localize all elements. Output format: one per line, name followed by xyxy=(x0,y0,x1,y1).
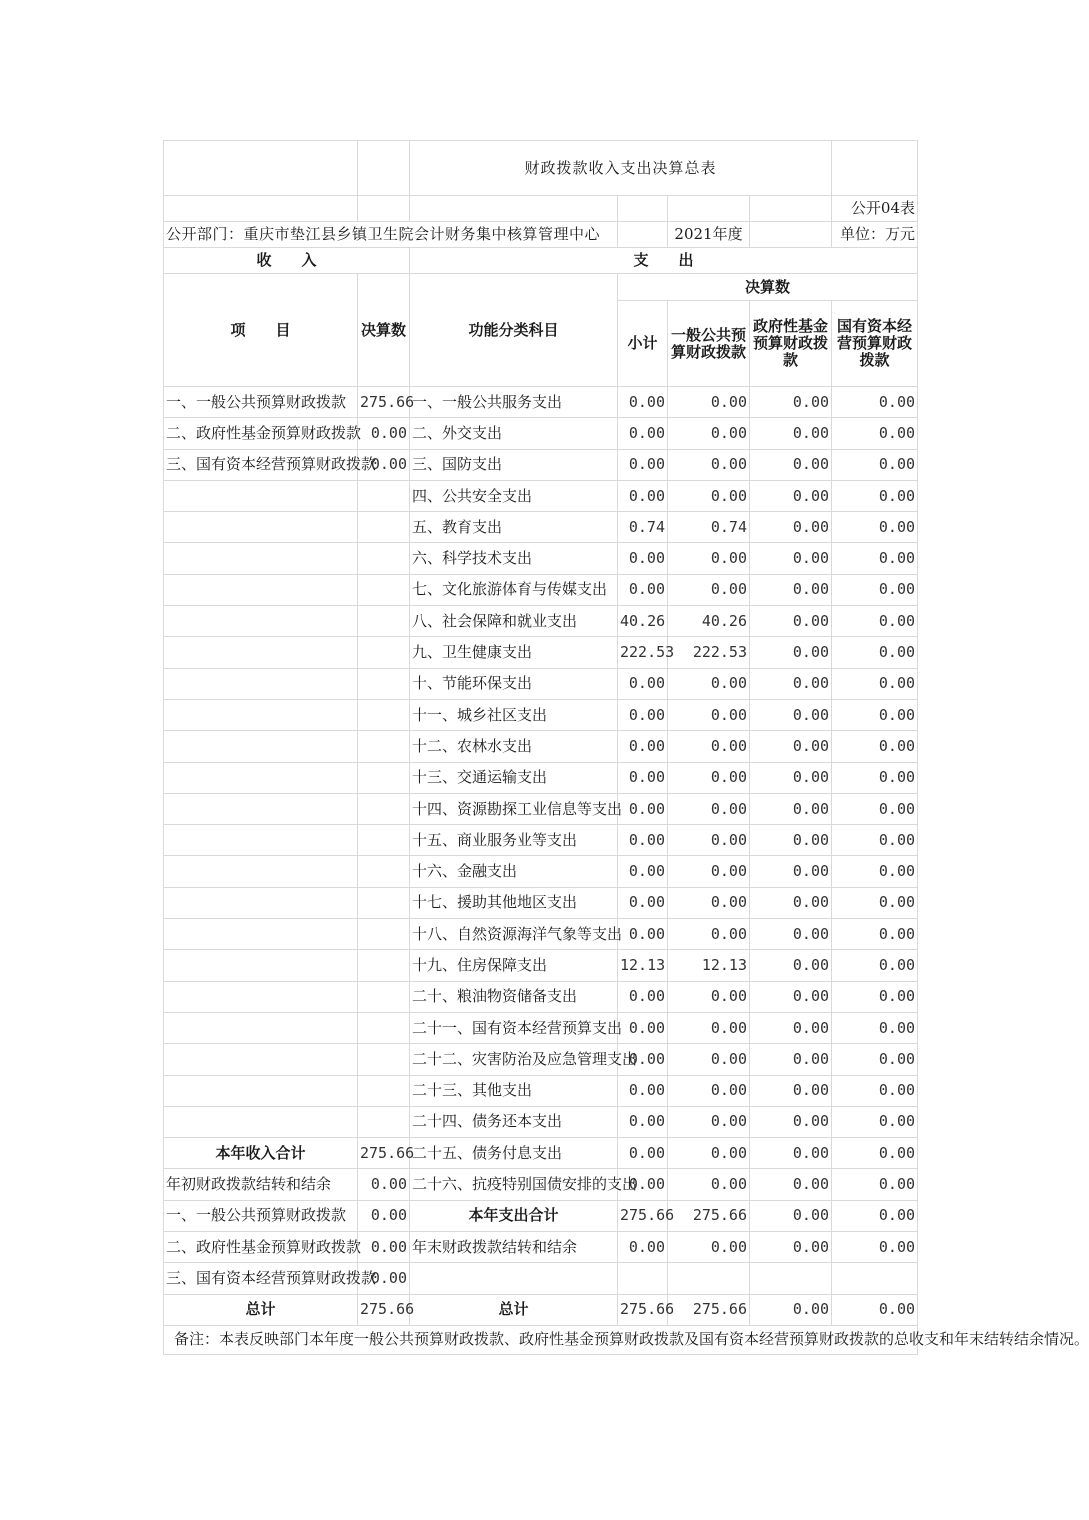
unit-label: 单位：万元 xyxy=(832,222,918,248)
general-budget-cell: 0.00 xyxy=(668,1106,750,1137)
income-amount-cell: 275.66 xyxy=(358,387,410,418)
income-item-cell xyxy=(164,856,358,887)
subtotal-cell: 0.00 xyxy=(618,1012,668,1043)
general-budget-cell: 0.00 xyxy=(668,919,750,950)
state-capital-cell: 0.00 xyxy=(832,731,918,762)
state-capital-cell: 0.00 xyxy=(832,480,918,511)
table-row xyxy=(164,512,918,543)
table-row xyxy=(164,981,918,1012)
expense-item-cell: 十六、金融支出 xyxy=(410,856,618,887)
gov-fund-cell: 0.00 xyxy=(750,825,832,856)
gov-fund-cell: 0.00 xyxy=(750,887,832,918)
income-amount-cell xyxy=(358,512,410,543)
table-row xyxy=(164,856,918,887)
subtotal-cell: 0.00 xyxy=(618,856,668,887)
income-item-cell xyxy=(164,1106,358,1137)
subtotal-cell: 0.00 xyxy=(618,793,668,824)
income-item-cell xyxy=(164,1012,358,1043)
subtotal-cell: 0.00 xyxy=(618,1138,668,1169)
income-amount-cell xyxy=(358,1106,410,1137)
expense-item-cell: 十九、住房保障支出 xyxy=(410,950,618,981)
general-budget-cell: 0.00 xyxy=(668,825,750,856)
state-capital-cell: 0.00 xyxy=(832,1012,918,1043)
income-amount-cell: 0.00 xyxy=(358,1200,410,1231)
gov-fund-cell: 0.00 xyxy=(750,699,832,730)
income-item-cell xyxy=(164,731,358,762)
table-row xyxy=(164,887,918,918)
expense-item-cell: 二十四、债务还本支出 xyxy=(410,1106,618,1137)
gov-fund-cell: 0.00 xyxy=(750,793,832,824)
table-row xyxy=(164,543,918,574)
income-item-cell xyxy=(164,699,358,730)
income-item-cell xyxy=(164,637,358,668)
expense-item-cell: 十七、援助其他地区支出 xyxy=(410,887,618,918)
table-code: 公开04表 xyxy=(832,196,918,222)
gov-fund-cell: 0.00 xyxy=(750,981,832,1012)
state-capital-cell: 0.00 xyxy=(832,1232,918,1263)
state-capital-cell: 0.00 xyxy=(832,1075,918,1106)
general-budget-cell: 222.53 xyxy=(668,637,750,668)
state-capital-cell: 0.00 xyxy=(832,950,918,981)
subtotal-cell: 0.00 xyxy=(618,981,668,1012)
code-row xyxy=(164,196,918,222)
amount-header: 决算数 xyxy=(358,274,410,387)
subtotal-cell: 0.00 xyxy=(618,387,668,418)
general-budget-cell: 0.00 xyxy=(668,1232,750,1263)
table-row xyxy=(164,1106,918,1137)
income-item-cell xyxy=(164,981,358,1012)
state-capital-cell: 0.00 xyxy=(832,1200,918,1231)
table-row xyxy=(164,668,918,699)
state-capital-cell: 0.00 xyxy=(832,1106,918,1137)
gov-fund-cell: 0.00 xyxy=(750,1106,832,1137)
income-amount-cell: 0.00 xyxy=(358,418,410,449)
budget-table xyxy=(163,140,1089,1355)
general-budget-cell xyxy=(668,1263,750,1294)
general-budget-cell: 0.00 xyxy=(668,543,750,574)
income-amount-cell xyxy=(358,480,410,511)
expense-item-cell: 十、节能环保支出 xyxy=(410,668,618,699)
gov-fund-cell: 0.00 xyxy=(750,856,832,887)
income-amount-cell: 275.66 xyxy=(358,1138,410,1169)
department-label: 公开部门：重庆市垫江县乡镇卫生院会计财务集中核算管理中心 xyxy=(164,222,618,248)
expense-item-cell: 年末财政拨款结转和结余 xyxy=(410,1232,618,1263)
gov-fund-cell: 0.00 xyxy=(750,512,832,543)
expense-item-cell: 十三、交通运输支出 xyxy=(410,762,618,793)
income-amount-cell: 0.00 xyxy=(358,1169,410,1200)
state-capital-cell: 0.00 xyxy=(832,856,918,887)
table-row xyxy=(164,387,918,418)
subtotal-cell: 0.00 xyxy=(618,699,668,730)
gov-fund-cell: 0.00 xyxy=(750,480,832,511)
state-capital-cell: 0.00 xyxy=(832,637,918,668)
general-budget-cell: 0.00 xyxy=(668,793,750,824)
income-item-cell xyxy=(164,762,358,793)
general-budget-cell: 0.00 xyxy=(668,731,750,762)
expense-item-cell: 十一、城乡社区支出 xyxy=(410,699,618,730)
subtotal-cell: 0.00 xyxy=(618,574,668,605)
table-row xyxy=(164,1294,918,1325)
general-budget-cell: 0.00 xyxy=(668,1012,750,1043)
amount-group-header: 决算数 xyxy=(618,274,918,301)
subtotal-cell: 0.00 xyxy=(618,919,668,950)
general-budget-cell: 0.00 xyxy=(668,1138,750,1169)
income-item-cell xyxy=(164,919,358,950)
subtotal-cell xyxy=(618,1263,668,1294)
gov-fund-cell: 0.00 xyxy=(750,1294,832,1325)
state-capital-cell: 0.00 xyxy=(832,668,918,699)
income-item-cell: 一、一般公共预算财政拨款 xyxy=(164,1200,358,1231)
income-amount-cell xyxy=(358,1044,410,1075)
state-capital-cell: 0.00 xyxy=(832,449,918,480)
table-row xyxy=(164,418,918,449)
state-capital-cell xyxy=(832,1263,918,1294)
general-budget-cell: 40.26 xyxy=(668,606,750,637)
state-capital-cell: 0.00 xyxy=(832,1294,918,1325)
state-capital-cell: 0.00 xyxy=(832,793,918,824)
gov-fund-cell: 0.00 xyxy=(750,387,832,418)
state-capital-cell: 0.00 xyxy=(832,387,918,418)
item-header: 项 目 xyxy=(164,274,358,387)
income-item-cell xyxy=(164,793,358,824)
income-amount-cell xyxy=(358,919,410,950)
func-category-header: 功能分类科目 xyxy=(410,274,618,387)
general-budget-cell: 0.00 xyxy=(668,1075,750,1106)
general-budget-cell: 275.66 xyxy=(668,1200,750,1231)
state-capital-cell: 0.00 xyxy=(832,1044,918,1075)
subtotal-cell: 0.00 xyxy=(618,731,668,762)
gov-fund-header: 政府性基金预算财政拨款 xyxy=(750,301,832,387)
table-row xyxy=(164,1012,918,1043)
column-header-row-1 xyxy=(164,274,918,301)
table-row xyxy=(164,637,918,668)
income-header: 收 入 xyxy=(164,248,410,274)
income-amount-cell: 0.00 xyxy=(358,1232,410,1263)
state-capital-cell: 0.00 xyxy=(832,543,918,574)
general-budget-cell: 0.00 xyxy=(668,449,750,480)
gov-fund-cell: 0.00 xyxy=(750,1012,832,1043)
expense-item-cell: 十八、自然资源海洋气象等支出 xyxy=(410,919,618,950)
state-capital-cell: 0.00 xyxy=(832,1138,918,1169)
expense-item-cell: 二十六、抗疫特别国债安排的支出 xyxy=(410,1169,618,1200)
expense-item-cell: 五、教育支出 xyxy=(410,512,618,543)
general-budget-cell: 0.00 xyxy=(668,887,750,918)
subtotal-cell: 222.53 xyxy=(618,637,668,668)
state-capital-header: 国有资本经营预算财政拨款 xyxy=(832,301,918,387)
subtotal-cell: 0.00 xyxy=(618,668,668,699)
expense-item-cell: 四、公共安全支出 xyxy=(410,480,618,511)
page-title: 财政拨款收入支出决算总表 xyxy=(410,141,832,196)
expense-item-cell: 本年支出合计 xyxy=(410,1200,618,1231)
expense-item-cell: 八、社会保障和就业支出 xyxy=(410,606,618,637)
table-row xyxy=(164,762,918,793)
income-item-cell: 三、国有资本经营预算财政拨款 xyxy=(164,449,358,480)
state-capital-cell: 0.00 xyxy=(832,887,918,918)
expense-item-cell: 九、卫生健康支出 xyxy=(410,637,618,668)
general-budget-cell: 275.66 xyxy=(668,1294,750,1325)
gov-fund-cell: 0.00 xyxy=(750,543,832,574)
general-budget-cell: 0.00 xyxy=(668,856,750,887)
table-row xyxy=(164,606,918,637)
table-row xyxy=(164,449,918,480)
gov-fund-cell: 0.00 xyxy=(750,668,832,699)
subtotal-cell: 0.00 xyxy=(618,825,668,856)
income-item-cell xyxy=(164,887,358,918)
gov-fund-cell: 0.00 xyxy=(750,418,832,449)
income-item-cell xyxy=(164,1044,358,1075)
expense-item-cell: 三、国防支出 xyxy=(410,449,618,480)
section-header-row xyxy=(164,248,918,274)
expense-item-cell: 二十三、其他支出 xyxy=(410,1075,618,1106)
gov-fund-cell: 0.00 xyxy=(750,762,832,793)
expense-item-cell: 总计 xyxy=(410,1294,618,1325)
income-amount-cell xyxy=(358,825,410,856)
income-amount-cell: 0.00 xyxy=(358,1263,410,1294)
income-amount-cell xyxy=(358,1012,410,1043)
gov-fund-cell: 0.00 xyxy=(750,606,832,637)
general-budget-cell: 0.00 xyxy=(668,418,750,449)
income-item-cell: 年初财政拨款结转和结余 xyxy=(164,1169,358,1200)
income-amount-cell xyxy=(358,887,410,918)
subtotal-cell: 0.00 xyxy=(618,543,668,574)
table-row xyxy=(164,1169,918,1200)
subtotal-cell: 40.26 xyxy=(618,606,668,637)
income-item-cell xyxy=(164,606,358,637)
income-amount-cell xyxy=(358,668,410,699)
income-item-cell: 总计 xyxy=(164,1294,358,1325)
subtotal-cell: 0.00 xyxy=(618,1232,668,1263)
subtotal-cell: 0.00 xyxy=(618,418,668,449)
general-budget-header: 一般公共预算财政拨款 xyxy=(668,301,750,387)
income-amount-cell xyxy=(358,699,410,730)
table-row xyxy=(164,1200,918,1231)
general-budget-cell: 0.74 xyxy=(668,512,750,543)
state-capital-cell: 0.00 xyxy=(832,512,918,543)
expense-item-cell: 十二、农林水支出 xyxy=(410,731,618,762)
income-item-cell xyxy=(164,543,358,574)
state-capital-cell: 0.00 xyxy=(832,825,918,856)
subtotal-cell: 0.74 xyxy=(618,512,668,543)
general-budget-cell: 0.00 xyxy=(668,1044,750,1075)
table-row xyxy=(164,480,918,511)
income-item-cell xyxy=(164,1075,358,1106)
general-budget-cell: 0.00 xyxy=(668,574,750,605)
expense-item-cell: 十四、资源勘探工业信息等支出 xyxy=(410,793,618,824)
title-row xyxy=(164,141,918,196)
table-row xyxy=(164,919,918,950)
table-row xyxy=(164,574,918,605)
gov-fund-cell: 0.00 xyxy=(750,1138,832,1169)
table-row xyxy=(164,1263,918,1294)
expense-item-cell: 二十、粮油物资储备支出 xyxy=(410,981,618,1012)
income-amount-cell xyxy=(358,981,410,1012)
income-item-cell xyxy=(164,668,358,699)
general-budget-cell: 0.00 xyxy=(668,480,750,511)
income-item-cell xyxy=(164,574,358,605)
income-amount-cell xyxy=(358,856,410,887)
gov-fund-cell: 0.00 xyxy=(750,919,832,950)
subtotal-cell: 275.66 xyxy=(618,1294,668,1325)
gov-fund-cell: 0.00 xyxy=(750,1200,832,1231)
expense-item-cell: 六、科学技术支出 xyxy=(410,543,618,574)
income-item-cell: 二、政府性基金预算财政拨款 xyxy=(164,1232,358,1263)
expense-item-cell: 二十二、灾害防治及应急管理支出 xyxy=(410,1044,618,1075)
gov-fund-cell: 0.00 xyxy=(750,950,832,981)
expense-item-cell xyxy=(410,1263,618,1294)
gov-fund-cell: 0.00 xyxy=(750,574,832,605)
subtotal-cell: 0.00 xyxy=(618,762,668,793)
income-item-cell xyxy=(164,480,358,511)
table-row xyxy=(164,1044,918,1075)
income-item-cell: 本年收入合计 xyxy=(164,1138,358,1169)
state-capital-cell: 0.00 xyxy=(832,699,918,730)
gov-fund-cell: 0.00 xyxy=(750,637,832,668)
expense-item-cell: 七、文化旅游体育与传媒支出 xyxy=(410,574,618,605)
subtotal-cell: 0.00 xyxy=(618,1044,668,1075)
general-budget-cell: 12.13 xyxy=(668,950,750,981)
general-budget-cell: 0.00 xyxy=(668,387,750,418)
expense-item-cell: 二十五、债务付息支出 xyxy=(410,1138,618,1169)
gov-fund-cell: 0.00 xyxy=(750,1169,832,1200)
income-amount-cell xyxy=(358,950,410,981)
table-row xyxy=(164,1138,918,1169)
general-budget-cell: 0.00 xyxy=(668,699,750,730)
gov-fund-cell: 0.00 xyxy=(750,1044,832,1075)
state-capital-cell: 0.00 xyxy=(832,1169,918,1200)
report-sheet xyxy=(163,140,1089,1355)
subtotal-cell: 0.00 xyxy=(618,480,668,511)
table-row xyxy=(164,699,918,730)
expense-item-cell: 二十一、国有资本经营预算支出 xyxy=(410,1012,618,1043)
income-item-cell: 一、一般公共预算财政拨款 xyxy=(164,387,358,418)
general-budget-cell: 0.00 xyxy=(668,762,750,793)
subtotal-cell: 0.00 xyxy=(618,449,668,480)
gov-fund-cell xyxy=(750,1263,832,1294)
income-item-cell xyxy=(164,825,358,856)
gov-fund-cell: 0.00 xyxy=(750,731,832,762)
state-capital-cell: 0.00 xyxy=(832,919,918,950)
note-text: 备注：本表反映部门本年度一般公共预算财政拨款、政府性基金预算财政拨款及国有资本经营预算财政拨款的总收支和年末结转结余情况。 xyxy=(164,1325,918,1354)
data-rows xyxy=(164,387,918,1326)
income-item-cell: 三、国有资本经营预算财政拨款 xyxy=(164,1263,358,1294)
income-amount-cell xyxy=(358,574,410,605)
table-row xyxy=(164,793,918,824)
expense-item-cell: 二、外交支出 xyxy=(410,418,618,449)
state-capital-cell: 0.00 xyxy=(832,606,918,637)
state-capital-cell: 0.00 xyxy=(832,418,918,449)
general-budget-cell: 0.00 xyxy=(668,668,750,699)
subtotal-cell: 12.13 xyxy=(618,950,668,981)
income-amount-cell: 275.66 xyxy=(358,1294,410,1325)
gov-fund-cell: 0.00 xyxy=(750,1232,832,1263)
general-budget-cell: 0.00 xyxy=(668,1169,750,1200)
income-amount-cell xyxy=(358,543,410,574)
table-row xyxy=(164,1232,918,1263)
expense-header: 支 出 xyxy=(410,248,918,274)
income-item-cell xyxy=(164,950,358,981)
subtotal-cell: 0.00 xyxy=(618,1106,668,1137)
state-capital-cell: 0.00 xyxy=(832,574,918,605)
income-item-cell: 二、政府性基金预算财政拨款 xyxy=(164,418,358,449)
income-amount-cell: 0.00 xyxy=(358,449,410,480)
income-amount-cell xyxy=(358,1075,410,1106)
subtotal-cell: 0.00 xyxy=(618,1075,668,1106)
year-label: 2021年度 xyxy=(668,222,750,248)
gov-fund-cell: 0.00 xyxy=(750,449,832,480)
income-amount-cell xyxy=(358,762,410,793)
expense-item-cell: 一、一般公共服务支出 xyxy=(410,387,618,418)
income-amount-cell xyxy=(358,731,410,762)
table-row xyxy=(164,1075,918,1106)
subtotal-cell: 275.66 xyxy=(618,1200,668,1231)
subtotal-header: 小计 xyxy=(618,301,668,387)
state-capital-cell: 0.00 xyxy=(832,762,918,793)
expense-item-cell: 十五、商业服务业等支出 xyxy=(410,825,618,856)
gov-fund-cell: 0.00 xyxy=(750,1075,832,1106)
income-amount-cell xyxy=(358,793,410,824)
income-item-cell xyxy=(164,512,358,543)
subtotal-cell: 0.00 xyxy=(618,1169,668,1200)
subtotal-cell: 0.00 xyxy=(618,887,668,918)
note-row xyxy=(164,1325,918,1354)
income-amount-cell xyxy=(358,637,410,668)
income-amount-cell xyxy=(358,606,410,637)
table-row xyxy=(164,950,918,981)
general-budget-cell: 0.00 xyxy=(668,981,750,1012)
state-capital-cell: 0.00 xyxy=(832,981,918,1012)
table-row xyxy=(164,731,918,762)
table-row xyxy=(164,825,918,856)
info-row xyxy=(164,222,918,248)
